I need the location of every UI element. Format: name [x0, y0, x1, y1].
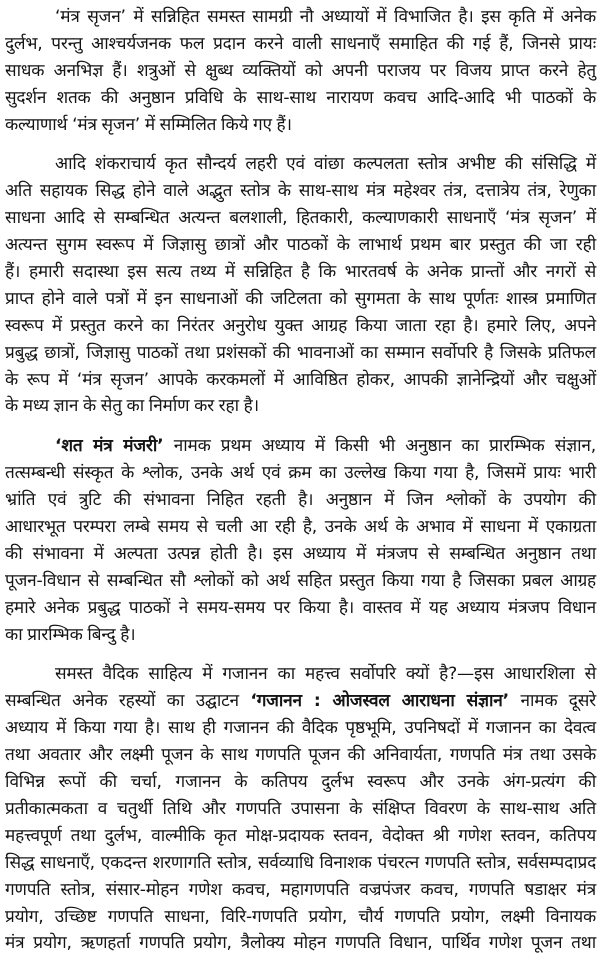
text-line: ‘मंत्र सृजन’ में सन्निहित समस्त सामग्री नौ अध्यायों में विभाजित है। इस कृति में अनेक	[55, 7, 596, 27]
text-line: भ्रांति एवं त्रुटि की संभावना निहित रहती है। अनुष्ठान में जिन श्लोकों के उपयोग की	[5, 490, 596, 511]
text-line: स्वरूप में प्रस्तुत करने का निरंतर अनुरोध युक्त आग्रह किया जाता रहा है। हमारे लिए, अपने	[5, 315, 596, 336]
text-line: समस्त वैदिक साहित्य में गजानन का महत्त्व सर्वोपरि क्यों है?—इस आधारशिला से	[55, 664, 596, 685]
text-line: सुदर्शन शतक की अनुष्ठान प्रविधि के साथ-साथ नारायण कवच आदि-आदि भी पाठकों के	[5, 87, 596, 108]
paragraph-shankaracharya	[5, 151, 596, 420]
text-line: प्राप्त होने वाले पत्रों में इन साधनाओं की जटिलता को सुगमता के साथ पूर्णतः शास्त्र प्रमाणित	[5, 288, 596, 309]
text-line: मंत्र प्रयोग, ऋणहर्ता गणपति प्रयोग, त्रैलोक्य मोहन गणपति विधान, पार्थिव गणेश पूजन तथा	[5, 933, 596, 954]
text-line	[5, 433, 596, 460]
text-line	[5, 688, 596, 715]
text-fragment: नामक प्रथम अध्याय में किसी भी अनुष्ठान का प्रारम्भिक संज्ञान,	[163, 436, 596, 457]
text-line: सिद्ध साधनाएँ, एकदन्त शरणागति स्तोत्र, सर्वव्याधि विनाशक पंचरत्न गणपति स्तोत्र, सर्वसम्पदाप्रद	[5, 852, 596, 873]
chapter-title-bold: ‘शत मंत्र मंजरी’	[55, 436, 164, 457]
text-fragment: नामक दूसरे	[508, 691, 596, 712]
text-line: की संभावना में अल्पता उत्पन्न होती है। इस अध्याय में मंत्रजप से सम्बन्धित अनुष्ठान तथा	[5, 543, 596, 564]
text-line: अत्यन्त सुगम स्वरूप में जिज्ञासु छात्रों और पाठकों के लाभार्थ प्रथम बार प्रस्तुत की जा रही	[5, 235, 596, 256]
paragraph-chapter-one	[5, 433, 596, 648]
text-line: तत्सम्बन्धी संस्कृत के श्लोक, उनके अर्थ एवं क्रम का उल्लेख किया गया है, जिसमें प्रायः भारी	[5, 463, 596, 484]
text-line: आदि शंकराचार्य कृत सौन्दर्य लहरी एवं वांछा कल्पलता स्तोत्र अभीष्ट की संसिद्धि में	[55, 154, 596, 175]
text-line: साधना आदि से सम्बन्धित अत्यन्त बलशाली, हितकारी, कल्याणकारी साधनाएँ ‘मंत्र सृजन’ में	[5, 208, 596, 229]
text-line: प्रयोग, उच्छिष्ट गणपति साधना, विरि-गणपति प्रयोग, चौर्य गणपति प्रयोग, लक्ष्मी विनायक	[5, 906, 596, 927]
chapter-title-bold: ‘गजानन : ओजस्वल आराधना संज्ञान’	[250, 691, 509, 712]
text-line: महत्त्वपूर्ण तथा दुर्लभ, वाल्मीकि कृत मोक्ष-प्रदायक स्तवन, वेदोक्त श्री गणेश स्तवन, कतिपय	[5, 825, 596, 846]
text-line: प्रतीकात्मकता व चतुर्थी तिथि और गणपति उपासना के संक्षिप्त विवरण के साथ-साथ अति	[5, 798, 596, 819]
text-line: हैं। हमारी सदास्था इस सत्य तथ्य में सन्निहित है कि भारतवर्ष के अनेक प्रान्तों और नगरों से	[5, 262, 596, 283]
text-line: दुर्लभ, परन्तु आश्चर्यजनक फल प्रदान करने वाली साधनाएँ समाहित की गई हैं, जिनसे प्रायः	[5, 33, 596, 54]
text-line: कल्याणार्थ ‘मंत्र सृजन’ में सम्मिलित किये गए हैं।	[5, 114, 292, 135]
text-line: के रूप में ‘मंत्र सृजन’ आपके करकमलों में आविष्ठित होकर, आपकी ज्ञानेन्द्रियों और चक्षुओं	[5, 369, 596, 390]
paragraph-chapter-two	[5, 661, 596, 957]
text-line: का प्रारम्भिक बिन्दु है।	[5, 624, 136, 645]
text-line: आधारभूत परम्परा लम्बे समय से चली आ रही है, उनके अर्थ के अभाव में साधना में एकाग्रता	[5, 517, 596, 538]
paragraph-intro	[5, 4, 596, 138]
text-line: साधक अनभिज्ञ हैं। शत्रुओं से क्षुब्ध व्यक्तियों को अपनी पराजय पर विजय प्राप्त करने हेतु	[5, 60, 596, 81]
text-line: पूजन-विधान से सम्बन्धित सौ श्लोकों को अर्थ सहित प्रस्तुत किया गया है जिसका प्रबल आग्रह	[5, 570, 596, 591]
text-fragment: सम्बन्धित अनेक रहस्यों का उद्घाटन	[5, 691, 251, 712]
text-line: प्रबुद्ध छात्रों, जिज्ञासु पाठकों तथा प्रशंसकों की भावनाओं का सम्मान सर्वोपरि है जिसके प्रतिफल	[5, 342, 596, 363]
text-line: के मध्य ज्ञान के सेतु का निर्माण कर रहा है।	[5, 396, 259, 417]
text-line: तथा अवतार और लक्ष्मी पूजन के साथ गणपति पूजन की अनिवार्यता, गणपति मंत्र तथा उसके	[5, 745, 596, 766]
text-line: अति सहायक सिद्ध होने वाले अद्भुत स्तोत्र के साथ-साथ मंत्र महेश्वर तंत्र, दत्तात्रेय तंत्र, रेणुका	[5, 181, 596, 202]
text-line: हमारे अनेक प्रबुद्ध पाठकों ने समय-समय पर किया है। वास्तव में यह अध्याय मंत्रजप विधान	[5, 597, 596, 618]
text-line: विभिन्न रूपों की चर्चा, गजानन के कतिपय दुर्लभ स्वरूप और उनके अंग-प्रत्यंग की	[5, 772, 596, 793]
text-line: अध्याय में किया गया है। साथ ही गजानन की वैदिक पृष्ठभूमि, उपनिषदों में गजानन का देवत्व	[5, 718, 596, 739]
text-line: गणपति स्तोत्र, संसार-मोहन गणेश कवच, महागणपति वज्रपंजर कवच, गणपति षडाक्षर मंत्र	[5, 879, 596, 900]
